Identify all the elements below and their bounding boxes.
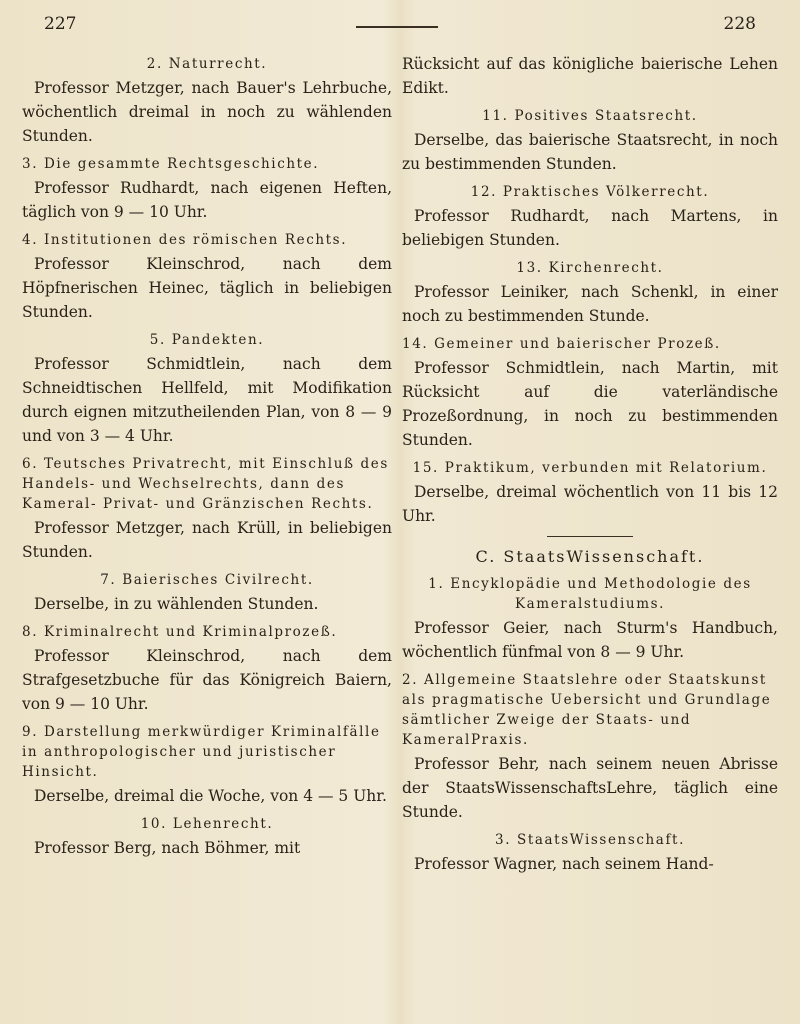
course-entry: [22, 230, 392, 324]
course-heading: 7. Baierisches Civilrecht.: [100, 572, 314, 588]
course-heading: 3. StaatsWissenschaft.: [495, 832, 685, 848]
header-rule: [356, 26, 438, 28]
course-heading: 2. Allgemeine Staatslehre oder Staatskunst als pragmatische Uebersicht und Grundlage sämtlicher Zweige der Staats- und KameralPraxis.: [402, 672, 772, 748]
course-entry: [22, 330, 392, 448]
left-column: [22, 52, 392, 866]
course-entry: [22, 722, 392, 808]
course-description: Professor Wagner, nach seinem Hand-: [414, 855, 714, 873]
course-description: Derselbe, dreimal wöchentlich von 11 bis 12 Uhr.: [402, 483, 778, 525]
course-entry: [22, 154, 392, 224]
course-entry: [402, 670, 778, 824]
course-description: Professor Geier, nach Sturm's Handbuch, wöchentlich fünfmal von 8 — 9 Uhr.: [402, 619, 778, 661]
continuation-text: Rücksicht auf das königliche baierische Lehen Edikt.: [402, 55, 778, 97]
course-entry: [22, 814, 392, 860]
course-description: Professor Rudhardt, nach eigenen Heften, täglich von 9 — 10 Uhr.: [22, 179, 392, 221]
course-heading: 15. Praktikum, verbunden mit Relatorium.: [412, 460, 768, 476]
course-entry: [22, 454, 392, 564]
section-title: C. StaatsWissenschaft.: [475, 547, 705, 566]
course-entry: [402, 106, 778, 176]
course-heading: 9. Darstellung merkwürdiger Kriminalfälle in anthropologischer und juristischer Hinsicht.: [22, 724, 381, 780]
course-description: Professor Kleinschrod, nach dem Höpfnerischen Heinec, täglich in beliebigen Stunden.: [22, 255, 392, 321]
course-entry: [22, 622, 392, 716]
course-heading: 11. Positives Staatsrecht.: [482, 108, 698, 124]
course-description: Professor Metzger, nach Bauer's Lehrbuche, wöchentlich dreimal in noch zu wählenden Stunden.: [22, 79, 392, 145]
course-description: Professor Kleinschrod, nach dem Strafgesetzbuche für das Königreich Baiern, von 9 — 10 Uhr.: [22, 647, 392, 713]
course-heading: 2. Naturrecht.: [146, 56, 268, 72]
course-heading: 4. Institutionen des römischen Rechts.: [22, 232, 348, 248]
course-entry: [22, 570, 392, 616]
right-column: [402, 52, 778, 882]
section-divider: [547, 536, 633, 537]
course-description: Professor Leiniker, nach Schenkl, in einer noch zu bestimmenden Stunde.: [402, 283, 778, 325]
course-description: Professor Berg, nach Böhmer, mit: [34, 839, 301, 857]
page-number-right: 228: [723, 14, 756, 34]
course-heading: 1. Encyklopädie und Methodologie des Kameralstudiums.: [428, 576, 752, 612]
course-entry: [402, 258, 778, 328]
course-entry: [402, 574, 778, 664]
course-heading: 5. Pandekten.: [149, 332, 265, 348]
course-description: Professor Behr, nach seinem neuen Abrisse der StaatsWissenschaftsLehre, täglich eine Stunde.: [402, 755, 778, 821]
course-heading: 10. Lehenrecht.: [140, 816, 274, 832]
course-heading: 12. Praktisches Völkerrecht.: [470, 184, 710, 200]
course-heading: 8. Kriminalrecht und Kriminalprozeß.: [22, 624, 338, 640]
course-entry: [22, 54, 392, 148]
course-description: Professor Schmidtlein, nach Martin, mit Rücksicht auf die vaterländische Prozeßordnung, in noch zu bestimmenden Stunden.: [402, 359, 778, 449]
page-number-left: 227: [44, 14, 77, 34]
course-entry: [402, 830, 778, 876]
course-description: Professor Schmidtlein, nach dem Schneidtischen Hellfeld, mit Modifikation durch eignen mitzutheilenden Plan, von 8 — 9 und von 3 — 4 Uhr.: [22, 355, 392, 445]
course-heading: 14. Gemeiner und baierischer Prozeß.: [402, 336, 721, 352]
course-description: Professor Rudhardt, nach Martens, in beliebigen Stunden.: [402, 207, 778, 249]
course-heading: 3. Die gesammte Rechtsgeschichte.: [22, 156, 320, 172]
course-description: Derselbe, in zu wählenden Stunden.: [34, 595, 319, 613]
course-entry: [402, 182, 778, 252]
course-description: Professor Metzger, nach Krüll, in beliebigen Stunden.: [22, 519, 392, 561]
course-description: Derselbe, dreimal die Woche, von 4 — 5 Uhr.: [34, 787, 387, 805]
course-heading: 6. Teutsches Privatrecht, mit Einschluß des Handels- und Wechselrechts, dann des Kameral- Privat- und Gränzischen Rechts.: [22, 456, 389, 512]
course-entry: [402, 334, 778, 452]
course-description: Derselbe, das baierische Staatsrecht, in noch zu bestimmenden Stunden.: [402, 131, 778, 173]
course-heading: 13. Kirchenrecht.: [516, 260, 664, 276]
course-entry: [402, 458, 778, 528]
